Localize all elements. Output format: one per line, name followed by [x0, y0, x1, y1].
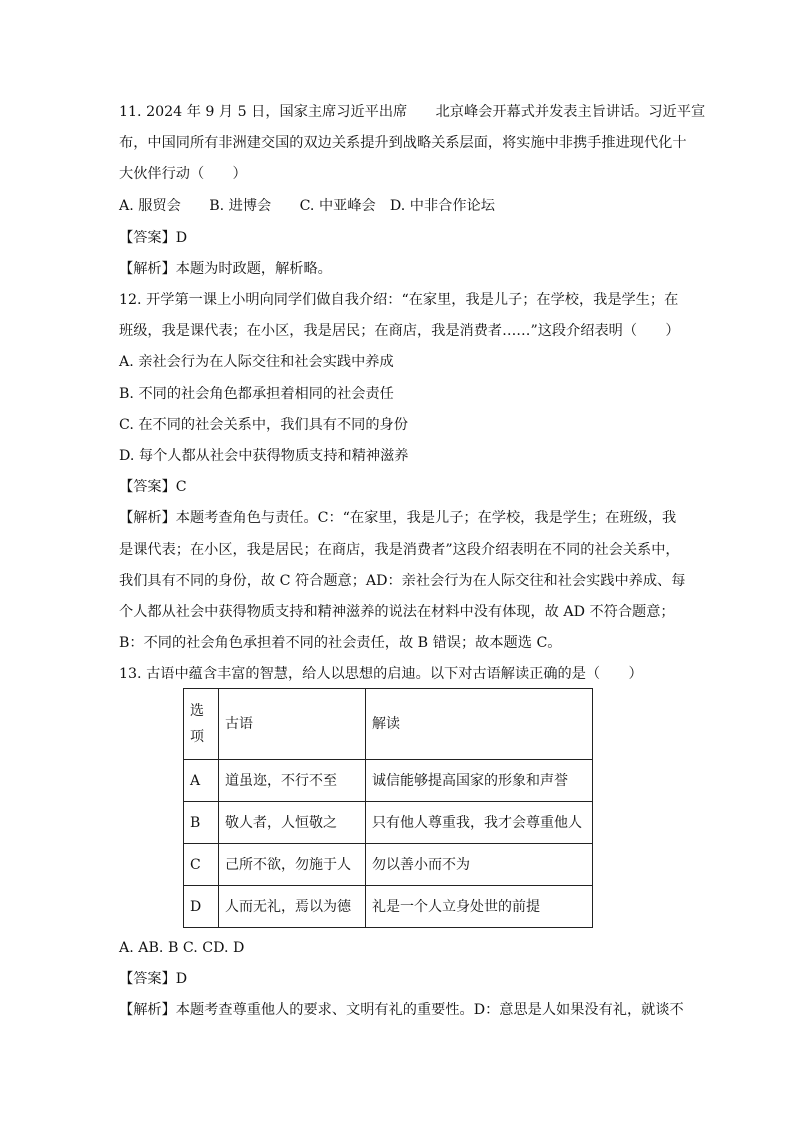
row-interpretation: 勿以善小而不为: [366, 844, 593, 886]
q11-options: A. 服贸会 B. 进博会 C. 中亚峰会 D. 中非合作论坛: [119, 198, 495, 214]
q12-option-d: D. 每个人都从社会中获得物质支持和精神滋养: [119, 448, 409, 464]
q12-analysis-line-4: 个人都从社会中获得物质支持和精神滋养的说法在材料中没有体现，故 AD 不符合题意；: [119, 604, 675, 620]
q13-options-table: [183, 688, 593, 928]
q13-options: A. AB. B C. CD. D: [119, 940, 245, 956]
table-row: [184, 802, 593, 844]
table-header-interpretation: 解读: [366, 689, 593, 760]
q11-stem-line-2: 布，中国同所有非洲建交国的双边关系提升到战略关系层面，将实施中非携手推进现代化十: [119, 135, 687, 151]
row-saying: 敬人者，人恒敬之: [219, 802, 366, 844]
q12-analysis-line-2: 是课代表；在小区，我是居民；在商店，我是消费者”这段介绍表明在不同的社会关系中，: [119, 542, 680, 558]
q12-analysis-line-1: 【解析】本题考查角色与责任。C：“在家里，我是儿子；在学校，我是学生；在班级，我: [119, 510, 677, 526]
q13-stem: 13. 古语中蕴含丰富的智慧，给人以思想的启迪。以下对古语解读正确的是（ ）: [119, 666, 643, 682]
q12-answer: 【答案】C: [119, 479, 187, 495]
header-char-1: 选: [190, 703, 204, 719]
q12-stem-line-1: 12. 开学第一课上小明向同学们做自我介绍：“在家里，我是儿子；在学校，我是学生；在: [119, 292, 679, 308]
table-row: [184, 886, 593, 928]
q12-analysis-line-5: B：不同的社会角色承担着不同的社会责任，故 B 错误；故本题选 C。: [119, 635, 562, 651]
row-saying: 己所不欲，勿施于人: [219, 844, 366, 886]
q11-answer: 【答案】D: [119, 230, 188, 246]
table-header-option: [184, 689, 219, 760]
row-option: D: [184, 886, 219, 928]
q12-stem-line-2: 班级，我是课代表；在小区，我是居民；在商店，我是消费者……”这段介绍表明（ ）: [119, 323, 680, 339]
q12-analysis-line-3: 我们具有不同的身份，故 C 符合题意；AD：亲社会行为在人际交往和社会实践中养成、每: [119, 573, 686, 589]
q11-analysis: 【解析】本题为时政题，解析略。: [119, 261, 332, 277]
row-option: B: [184, 802, 219, 844]
row-option: A: [184, 760, 219, 802]
q12-option-c: C. 在不同的社会关系中，我们具有不同的身份: [119, 417, 408, 433]
q12-option-b: B. 不同的社会角色都承担着相同的社会责任: [119, 386, 394, 402]
table-header-row: [184, 689, 593, 760]
q11-stem-line-3: 大伙伴行动（ ）: [119, 166, 247, 182]
row-interpretation: 诚信能够提高国家的形象和声誉: [366, 760, 593, 802]
row-saying: 道虽迩，不行不至: [219, 760, 366, 802]
row-saying: 人而无礼，焉以为德: [219, 886, 366, 928]
q13-analysis: 【解析】本题考查尊重他人的要求、文明有礼的重要性。D：意思是人如果没有礼，就谈不: [119, 1002, 684, 1018]
table-header-saying: 古语: [219, 689, 366, 760]
row-option: C: [184, 844, 219, 886]
table-row: [184, 844, 593, 886]
table-row: [184, 760, 593, 802]
row-interpretation: 只有他人尊重我，我才会尊重他人: [366, 802, 593, 844]
row-interpretation: 礼是一个人立身处世的前提: [366, 886, 593, 928]
q13-answer: 【答案】D: [119, 971, 188, 987]
q11-stem-line-1: 11. 2024 年 9 月 5 日，国家主席习近平出席 北京峰会开幕式并发表主旨讲话。习近平宣: [119, 104, 706, 120]
q12-option-a: A. 亲社会行为在人际交往和社会实践中养成: [119, 354, 394, 370]
header-char-2: 项: [190, 729, 204, 745]
